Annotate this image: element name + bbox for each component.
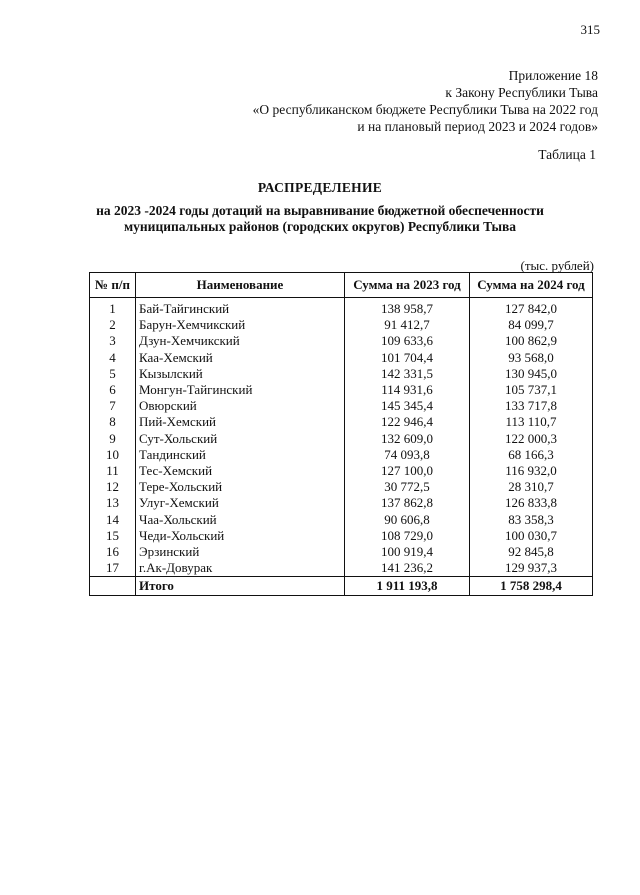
- appendix-line: к Закону Республики Тыва: [445, 85, 598, 100]
- row-value-2023: 91 412,7: [345, 317, 470, 333]
- row-value-2024: 83 358,3: [470, 511, 593, 527]
- table-row: [90, 544, 593, 560]
- table-row: [90, 366, 593, 382]
- header-2023: Сумма на 2023 год: [345, 273, 470, 298]
- row-value-2024: 28 310,7: [470, 479, 593, 495]
- header-number: № п/п: [90, 273, 136, 298]
- row-name: Каа-Хемский: [136, 350, 345, 366]
- page-number: 315: [580, 22, 600, 37]
- table-row: [90, 431, 593, 447]
- total-number: [90, 577, 136, 596]
- document-subtitle: [0, 203, 640, 235]
- row-name: Чеди-Хольский: [136, 528, 345, 544]
- row-value-2024: 100 030,7: [470, 528, 593, 544]
- row-number: 6: [90, 382, 136, 398]
- row-value-2023: 138 958,7: [345, 298, 470, 318]
- row-value-2024: 92 845,8: [470, 544, 593, 560]
- distribution-table: [89, 272, 593, 596]
- row-number: 3: [90, 333, 136, 349]
- table-body: [90, 298, 593, 596]
- table-row: [90, 398, 593, 414]
- row-number: 13: [90, 495, 136, 511]
- row-value-2023: 108 729,0: [345, 528, 470, 544]
- row-value-2024: 113 110,7: [470, 414, 593, 430]
- row-name: Тес-Хемский: [136, 463, 345, 479]
- table-row: [90, 414, 593, 430]
- row-number: 2: [90, 317, 136, 333]
- row-value-2024: 130 945,0: [470, 366, 593, 382]
- row-number: 9: [90, 431, 136, 447]
- total-row: [90, 577, 593, 596]
- table-row: [90, 463, 593, 479]
- header-2024: Сумма на 2024 год: [470, 273, 593, 298]
- subtitle-line: на 2023 -2024 годы дотаций на выравнивание бюджетной обеспеченности: [96, 203, 544, 218]
- table-row: [90, 479, 593, 495]
- table-row: [90, 382, 593, 398]
- table-row: [90, 560, 593, 577]
- table-label: Таблица 1: [538, 147, 596, 162]
- row-value-2024: 100 862,9: [470, 333, 593, 349]
- row-name: г.Ак-Довурак: [136, 560, 345, 577]
- row-name: Улуг-Хемский: [136, 495, 345, 511]
- row-value-2023: 141 236,2: [345, 560, 470, 577]
- row-number: 8: [90, 414, 136, 430]
- row-value-2024: 126 833,8: [470, 495, 593, 511]
- table-row: [90, 528, 593, 544]
- row-value-2023: 74 093,8: [345, 447, 470, 463]
- appendix-reference: [253, 67, 598, 135]
- header-name: Наименование: [136, 273, 345, 298]
- row-value-2023: 101 704,4: [345, 350, 470, 366]
- appendix-line: и на плановый период 2023 и 2024 годов»: [357, 119, 598, 134]
- row-value-2024: 129 937,3: [470, 560, 593, 577]
- row-number: 14: [90, 511, 136, 527]
- row-number: 7: [90, 398, 136, 414]
- row-name: Дзун-Хемчикский: [136, 333, 345, 349]
- row-value-2023: 142 331,5: [345, 366, 470, 382]
- row-name: Эрзинский: [136, 544, 345, 560]
- table-row: [90, 317, 593, 333]
- row-number: 1: [90, 298, 136, 318]
- total-value-2024: 1 758 298,4: [470, 577, 593, 596]
- row-name: Барун-Хемчикский: [136, 317, 345, 333]
- row-number: 10: [90, 447, 136, 463]
- row-value-2023: 30 772,5: [345, 479, 470, 495]
- table-row: [90, 350, 593, 366]
- row-number: 15: [90, 528, 136, 544]
- appendix-line: Приложение 18: [508, 68, 598, 83]
- appendix-line: «О республиканском бюджете Республики Тыва на 2022 год: [252, 102, 598, 117]
- row-name: Сут-Хольский: [136, 431, 345, 447]
- row-value-2023: 114 931,6: [345, 382, 470, 398]
- row-number: 12: [90, 479, 136, 495]
- row-value-2024: 93 568,0: [470, 350, 593, 366]
- row-value-2023: 100 919,4: [345, 544, 470, 560]
- row-value-2024: 68 166,3: [470, 447, 593, 463]
- units-label: (тыс. рублей): [520, 258, 594, 273]
- row-number: 16: [90, 544, 136, 560]
- row-value-2023: 132 609,0: [345, 431, 470, 447]
- total-label: Итого: [136, 577, 345, 596]
- row-number: 11: [90, 463, 136, 479]
- row-name: Тере-Хольский: [136, 479, 345, 495]
- row-value-2024: 127 842,0: [470, 298, 593, 318]
- row-value-2023: 137 862,8: [345, 495, 470, 511]
- row-name: Кызылский: [136, 366, 345, 382]
- row-value-2024: 122 000,3: [470, 431, 593, 447]
- row-value-2024: 84 099,7: [470, 317, 593, 333]
- row-value-2024: 133 717,8: [470, 398, 593, 414]
- row-name: Монгун-Тайгинский: [136, 382, 345, 398]
- row-name: Овюрский: [136, 398, 345, 414]
- document-title: РАСПРЕДЕЛЕНИЕ: [257, 180, 383, 195]
- row-number: 5: [90, 366, 136, 382]
- row-value-2024: 105 737,1: [470, 382, 593, 398]
- row-value-2023: 127 100,0: [345, 463, 470, 479]
- row-name: Тандинский: [136, 447, 345, 463]
- row-name: Пий-Хемский: [136, 414, 345, 430]
- row-name: Чаа-Хольский: [136, 511, 345, 527]
- table-row: [90, 298, 593, 318]
- table-header-row: [90, 273, 593, 298]
- row-value-2023: 145 345,4: [345, 398, 470, 414]
- row-number: 4: [90, 350, 136, 366]
- row-name: Бай-Тайгинский: [136, 298, 345, 318]
- row-value-2023: 122 946,4: [345, 414, 470, 430]
- row-value-2024: 116 932,0: [470, 463, 593, 479]
- table-row: [90, 447, 593, 463]
- total-value-2023: 1 911 193,8: [345, 577, 470, 596]
- table-row: [90, 495, 593, 511]
- table-row: [90, 333, 593, 349]
- row-value-2023: 90 606,8: [345, 511, 470, 527]
- subtitle-line: муниципальных районов (городских округов) Республики Тыва: [123, 219, 517, 234]
- row-value-2023: 109 633,6: [345, 333, 470, 349]
- table-row: [90, 511, 593, 527]
- row-number: 17: [90, 560, 136, 577]
